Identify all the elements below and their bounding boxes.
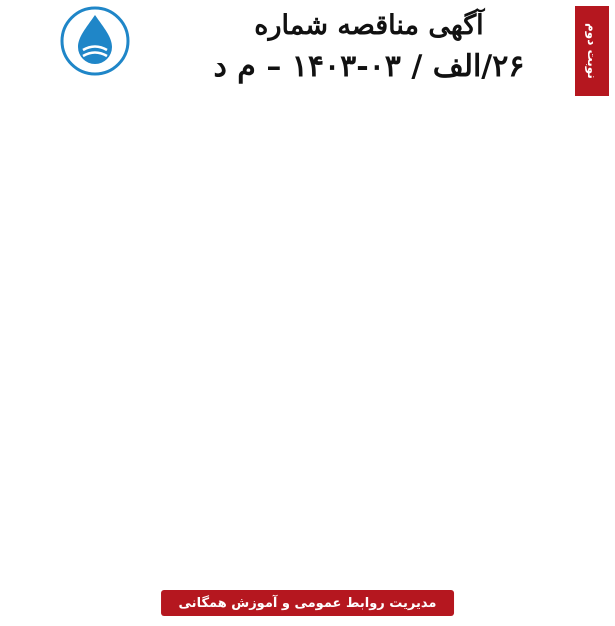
title-block [189, 8, 549, 88]
notice-title: آگهی مناقصه شماره [254, 10, 484, 41]
footer-banner: مدیریت روابط عمومی و آموزش همگانی [161, 590, 455, 616]
notice-body [12, 106, 603, 548]
tender-number: ۲۶/الف / ۰۳-۱۴۰۳ – م د [213, 49, 525, 84]
water-drop-logo-icon [58, 6, 132, 76]
notice-header [6, 6, 609, 96]
notice-round-badge: نوبت دوم [575, 6, 609, 96]
organization-logo-block [20, 6, 170, 96]
